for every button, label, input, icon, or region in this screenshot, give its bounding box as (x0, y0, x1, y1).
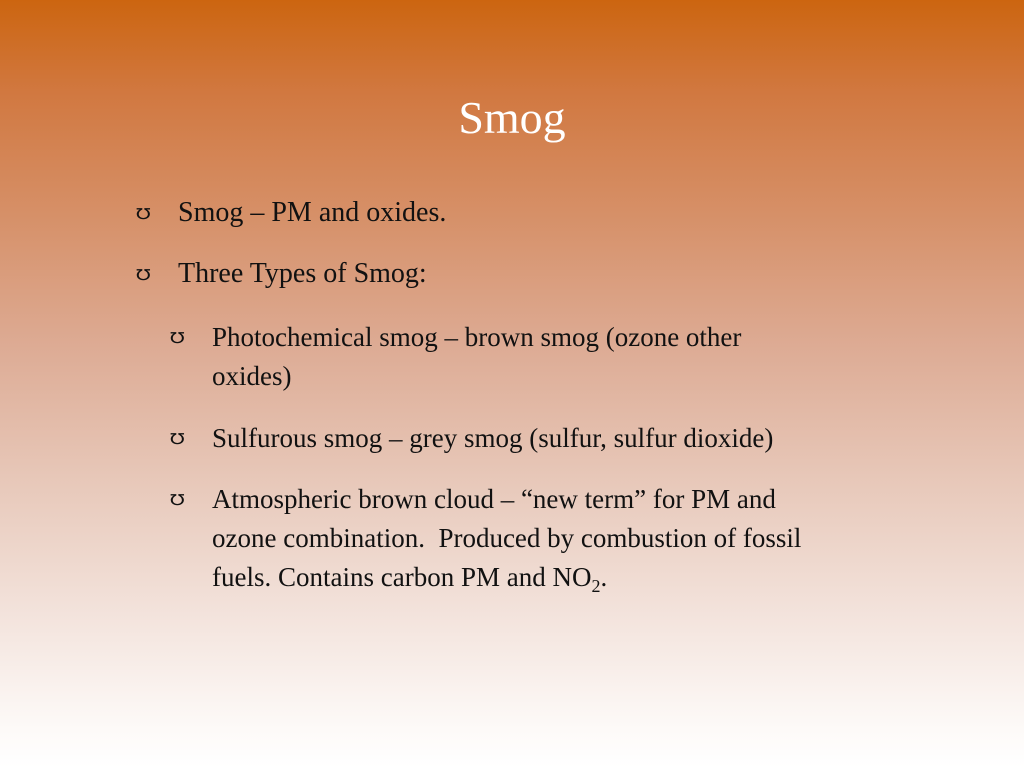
line: Atmospheric brown cloud – “new term” for PM and (212, 484, 776, 514)
sub-bullet-text: Sulfurous smog – grey smog (sulfur, sulfur dioxide) (212, 423, 774, 453)
bullet-item (135, 193, 447, 232)
line: fuels. Contains carbon PM and NO (212, 562, 592, 592)
bullet-item (135, 254, 427, 293)
slide-title: Smog (458, 92, 566, 143)
bullet-text: Smog – PM and oxides. (178, 197, 447, 228)
sub-bullet-item (169, 480, 802, 597)
bullet-text: Three Types of Smog: (178, 258, 427, 289)
bullet-icon: ℧ (169, 491, 185, 509)
sub-bullet-item (169, 419, 774, 458)
line: ozone combination. Produced by combustion of fossil (212, 523, 802, 553)
line-suffix: . (600, 562, 608, 592)
sub-bullet-item (169, 318, 742, 396)
bullet-icon: ℧ (135, 266, 151, 284)
sub-bullet-text (212, 480, 801, 597)
sub-bullet-text (212, 318, 741, 396)
bullet-icon: ℧ (169, 329, 185, 347)
bullet-icon: ℧ (135, 205, 151, 223)
subscript: 2 (591, 576, 601, 596)
line: Photochemical smog – brown smog (ozone other (212, 322, 742, 352)
line: oxides) (212, 361, 292, 391)
bullet-icon: ℧ (169, 430, 185, 448)
